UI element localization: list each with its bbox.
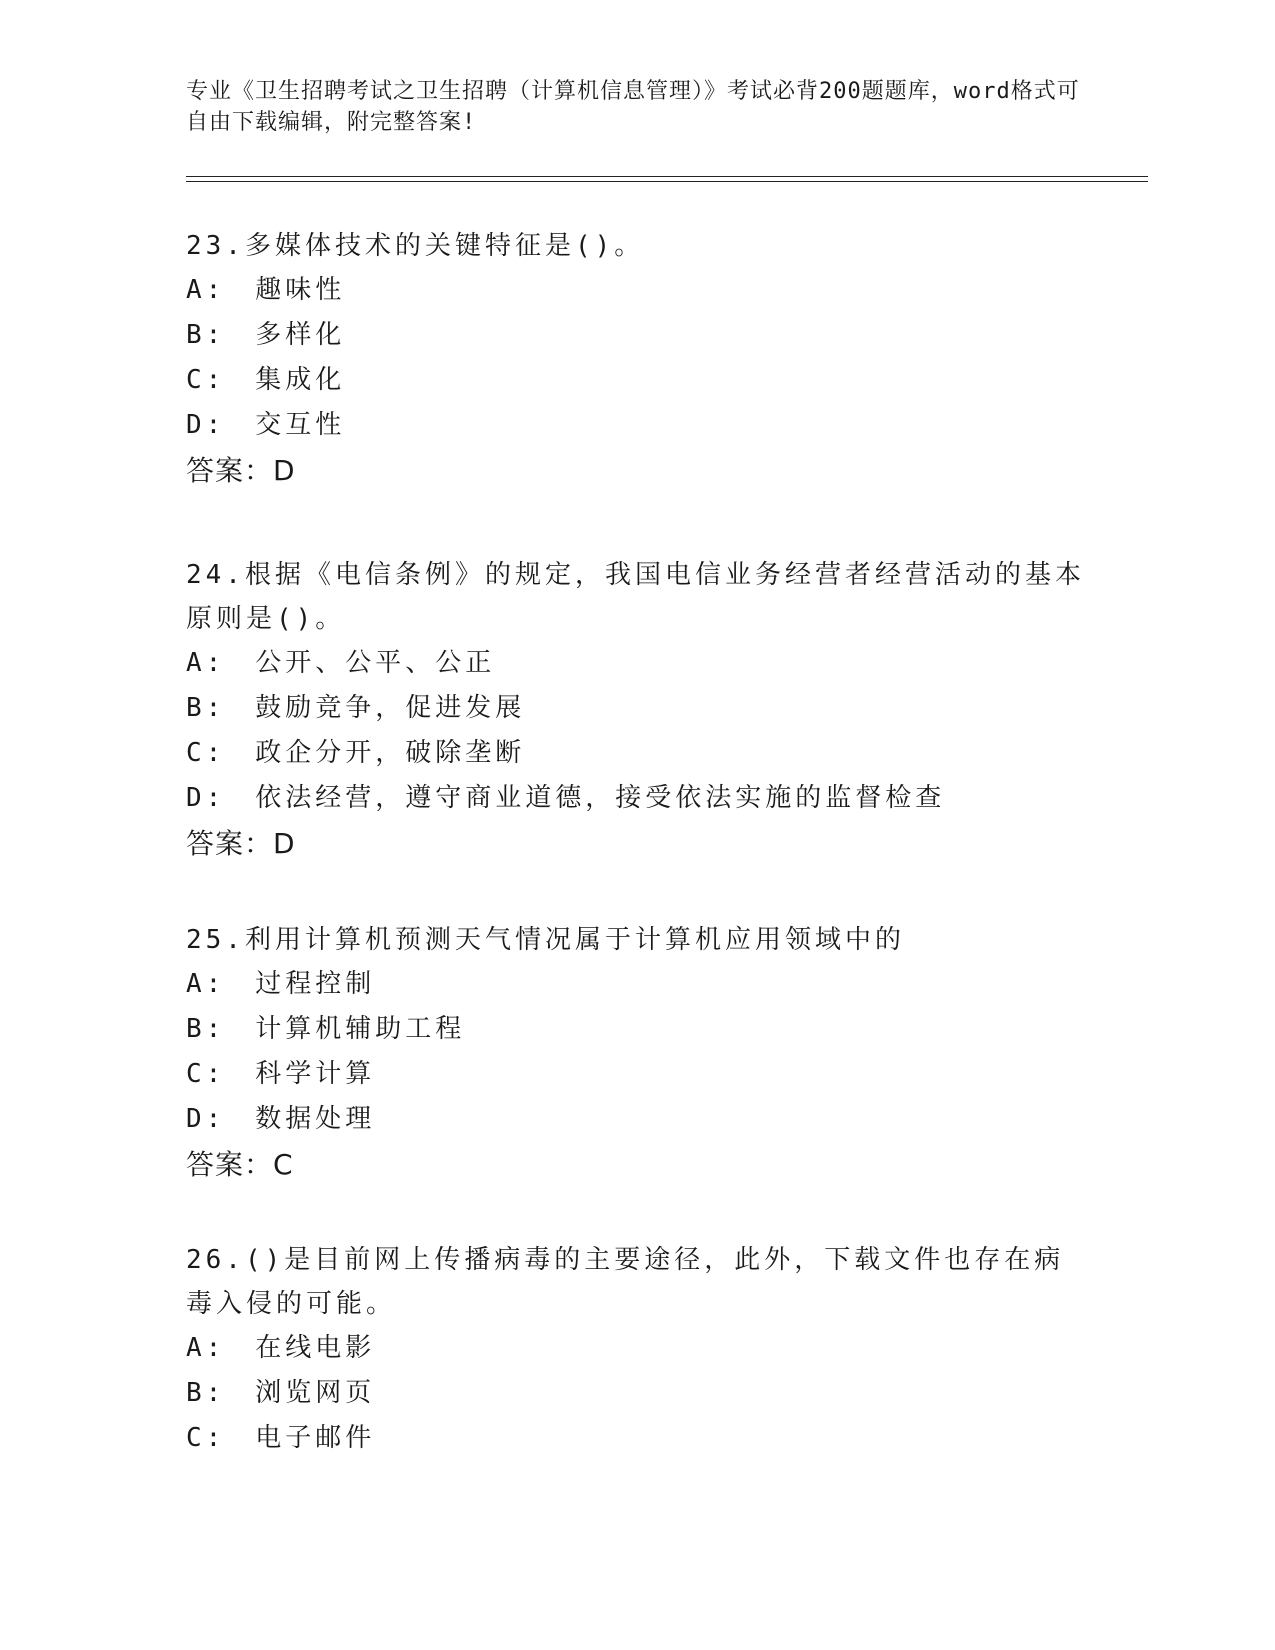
- header-divider-bottom: [186, 181, 1148, 182]
- option-c: C: 集成化: [186, 365, 346, 395]
- question-26: [186, 1238, 1086, 1461]
- option-d: D: 交互性: [186, 410, 346, 440]
- option-b: B: 多样化: [186, 320, 346, 350]
- option-c: C: 科学计算: [186, 1059, 376, 1089]
- document-header: 专业《卫生招聘考试之卫生招聘（计算机信息管理）》考试必背200题题库，word格式可自由下载编辑，附完整答案!: [186, 79, 1080, 135]
- option-a: A: 趣味性: [186, 275, 346, 305]
- answer: 答案：C: [186, 1148, 294, 1181]
- question-stem: 25.利用计算机预测天气情况属于计算机应用领域中的: [186, 925, 905, 955]
- question-23: [186, 224, 1086, 493]
- option-a: A: 公开、公平、公正: [186, 648, 496, 678]
- question-24: [186, 553, 1086, 866]
- option-c: C: 电子邮件: [186, 1423, 376, 1453]
- option-a: A: 在线电影: [186, 1333, 376, 1363]
- header-divider-top: [186, 176, 1148, 177]
- option-b: B: 浏览网页: [186, 1378, 376, 1408]
- option-b: B: 计算机辅助工程: [186, 1014, 466, 1044]
- question-25: [186, 918, 1086, 1187]
- answer: 答案：D: [186, 454, 296, 487]
- answer: 答案：D: [186, 827, 296, 860]
- option-b: B: 鼓励竞争，促进发展: [186, 693, 526, 723]
- option-d: D: 依法经营，遵守商业道德，接受依法实施的监督检查: [186, 783, 946, 813]
- question-stem: 24.根据《电信条例》的规定，我国电信业务经营者经营活动的基本原则是()。: [186, 560, 1085, 634]
- option-a: A: 过程控制: [186, 969, 376, 999]
- option-c: C: 政企分开，破除垄断: [186, 738, 526, 768]
- question-stem: 26.()是目前网上传播病毒的主要途径，此外，下载文件也存在病毒入侵的可能。: [186, 1245, 1065, 1319]
- option-d: D: 数据处理: [186, 1104, 376, 1134]
- question-stem: 23.多媒体技术的关键特征是()。: [186, 231, 645, 261]
